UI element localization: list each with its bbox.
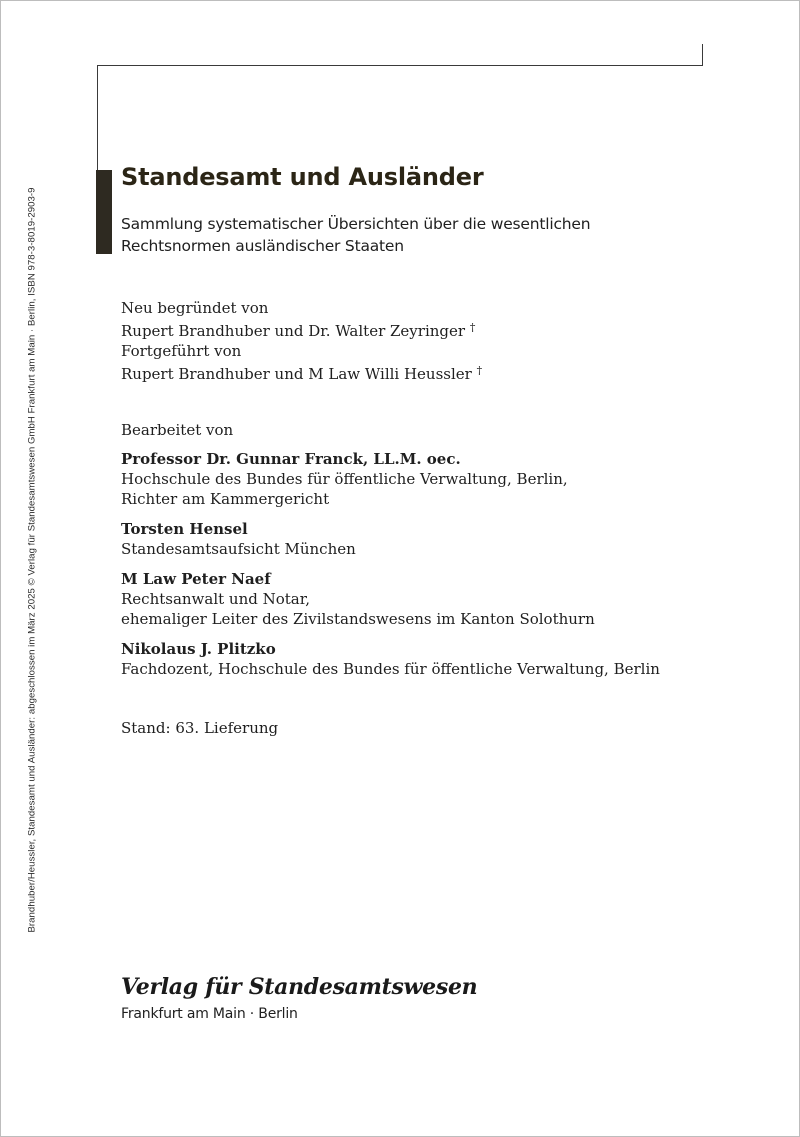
founded-label: Neu begründet von [121,299,269,317]
editor-entry [121,519,356,559]
editors-label: Bearbeitet von [121,421,234,439]
founded-by-names: Rupert Brandhuber und Dr. Walter Zeyringer [121,322,466,340]
continued-label: Fortgeführt von [121,342,242,360]
editor-name: M Law Peter Naef [121,570,271,588]
editor-name: Nikolaus J. Plitzko [121,640,276,658]
editor-entry [121,449,568,509]
publisher-location: Frankfurt am Main · Berlin [121,1006,298,1022]
dagger-mark: † [469,321,476,334]
top-rule [97,65,703,66]
editor-affiliation: Standesamtsaufsicht München [121,540,356,558]
editor-affiliation: Richter am Kammergericht [121,490,330,508]
edition-status: Stand: 63. Lieferung [121,719,279,737]
founded-by-line [121,318,482,341]
left-rule [97,65,98,171]
continued-by-names: Rupert Brandhuber und M Law Willi Heussler [121,365,472,383]
editor-name: Professor Dr. Gunnar Franck, LL.M. oec. [121,450,461,468]
founders-block [121,298,482,384]
editor-entry [121,639,660,679]
editor-affiliation: Rechtsanwalt und Notar, [121,590,311,608]
publisher-name: Verlag für Standesamtswesen [121,974,478,1000]
editor-affiliation: Hochschule des Bundes für öffentliche Verwaltung, Berlin, [121,470,568,488]
page-subtitle: Sammlung systematischer Übersichten über die wesentlichen Rechtsnormen ausländischer Staaten [121,215,591,255]
imprint-sidebar: Brandhuber/Heussler, Standesamt und Ausländer: abgeschlossen im März 2025 © Verlag für Standesamtswesen GmbH Frankfurt am Main · Berlin, ISBN 978-3-8019-2903-9 [26,187,38,933]
editor-affiliation: Fachdozent, Hochschule des Bundes für öffentliche Verwaltung, Berlin [121,660,660,678]
editor-entry [121,569,595,629]
editor-affiliation: ehemaliger Leiter des Zivilstandswesens im Kanton Solothurn [121,610,595,628]
editor-name: Torsten Hensel [121,520,248,538]
title-accent-bar [96,170,112,254]
top-right-tick [702,44,703,66]
continued-by-line [121,361,482,384]
dagger-mark: † [476,364,483,377]
page-title: Standesamt und Ausländer [121,163,484,191]
